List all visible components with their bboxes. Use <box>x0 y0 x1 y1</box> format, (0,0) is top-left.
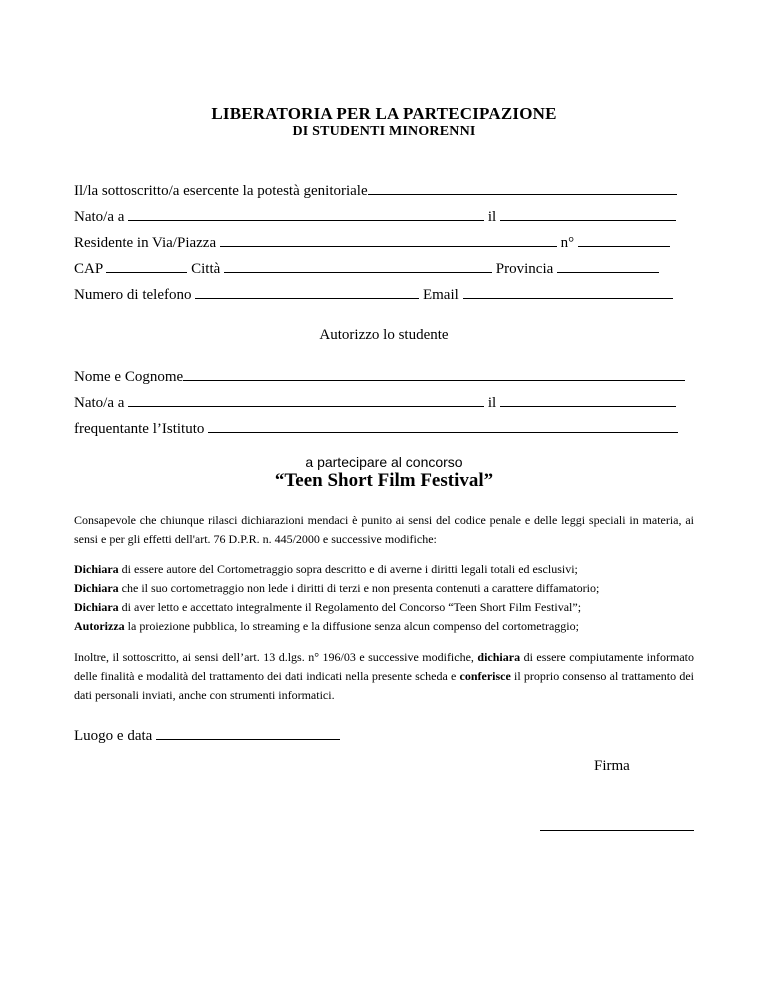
parent-birthdate-field[interactable] <box>500 207 676 221</box>
student-name-row <box>74 367 694 386</box>
declaration-item: Dichiara di essere autore del Cortometraggio sopra descritto e di averne i diritti legali totali ed esclusivi; <box>74 562 578 576</box>
parent-signer-row <box>74 181 694 200</box>
parent-province-field[interactable] <box>557 259 659 273</box>
privacy-paragraph: Inoltre, il sottoscritto, ai sensi dell’art. 13 d.lgs. n° 196/03 e successive modifiche, dichiara di essere compiutamente informato delle finalità e modalità del trattamento dei dati indicati nella presente scheda e conferisce il proprio consenso al trattamento dei dati personali inviati, anche con strumenti informatici. <box>74 650 695 702</box>
form-title-line2: DI STUDENTI MINORENNI <box>292 124 476 139</box>
student-born-date-label: il <box>487 395 497 411</box>
student-name-label: Nome e Cognome <box>74 369 184 385</box>
parent-email-label: Email <box>422 287 459 303</box>
declarations-list <box>74 560 694 636</box>
parent-house-number-field[interactable] <box>578 233 670 247</box>
signature-label: Firma <box>594 758 630 774</box>
student-birthplace-field[interactable] <box>128 393 484 407</box>
parent-phone-field[interactable] <box>195 285 419 299</box>
signature-field[interactable] <box>540 818 694 831</box>
parent-cap-field[interactable] <box>106 259 187 273</box>
place-date-field[interactable] <box>156 726 340 740</box>
parent-residence-row <box>74 233 694 252</box>
student-school-row <box>74 419 694 438</box>
contest-intro: a partecipare al concorso <box>305 454 463 470</box>
contest-name: “Teen Short Film Festival” <box>274 470 494 491</box>
parent-street-field[interactable] <box>220 233 557 247</box>
parent-number-label: n° <box>560 235 575 251</box>
place-date-label: Luogo e data <box>74 728 153 744</box>
parent-residence-label: Residente in Via/Piazza <box>74 235 217 251</box>
student-birthdate-field[interactable] <box>500 393 676 407</box>
parent-signer-field[interactable] <box>368 181 677 195</box>
authorize-heading: Autorizzo lo studente <box>319 327 449 343</box>
parent-birthplace-field[interactable] <box>128 207 484 221</box>
declaration-item: Dichiara che il suo cortometraggio non lede i diritti di terzi e non presenta contenuti a carattere diffamatorio; <box>74 581 600 595</box>
parent-city-row <box>74 259 694 278</box>
student-born-label: Nato/a a <box>74 395 125 411</box>
parent-signer-label: Il/la sottoscritto/a esercente la potestà genitoriale <box>74 183 368 199</box>
parent-born-label: Nato/a a <box>74 209 125 225</box>
parent-cap-label: CAP <box>74 261 103 277</box>
declaration-item: Dichiara di aver letto e accettato integralmente il Regolamento del Concorso “Teen Short Film Festival”; <box>74 600 582 614</box>
parent-contact-row <box>74 285 694 304</box>
student-name-field[interactable] <box>183 367 685 381</box>
parent-city-field[interactable] <box>224 259 492 273</box>
parent-province-label: Provincia <box>495 261 554 277</box>
declaration-item: Autorizza la proiezione pubblica, lo streaming e la diffusione senza alcun compenso del cortometraggio; <box>74 619 579 633</box>
parent-city-label: Città <box>191 261 221 277</box>
place-date-row <box>74 726 340 745</box>
parent-birth-row <box>74 207 694 226</box>
student-birth-row <box>74 393 694 412</box>
parent-email-field[interactable] <box>463 285 673 299</box>
student-school-label: frequentante l’Istituto <box>74 421 205 437</box>
student-school-field[interactable] <box>208 419 678 433</box>
parent-born-date-label: il <box>487 209 497 225</box>
form-title-line1: LIBERATORIA PER LA PARTECIPAZIONE <box>211 104 557 123</box>
parent-phone-label: Numero di telefono <box>74 287 192 303</box>
liability-paragraph: Consapevole che chiunque rilasci dichiarazioni mendaci è punito ai sensi del codice penale e delle leggi speciali in materia, ai sensi e per gli effetti dell'art. 76 D.P.R. n. 445/2000 e successive modifiche: <box>74 513 694 546</box>
